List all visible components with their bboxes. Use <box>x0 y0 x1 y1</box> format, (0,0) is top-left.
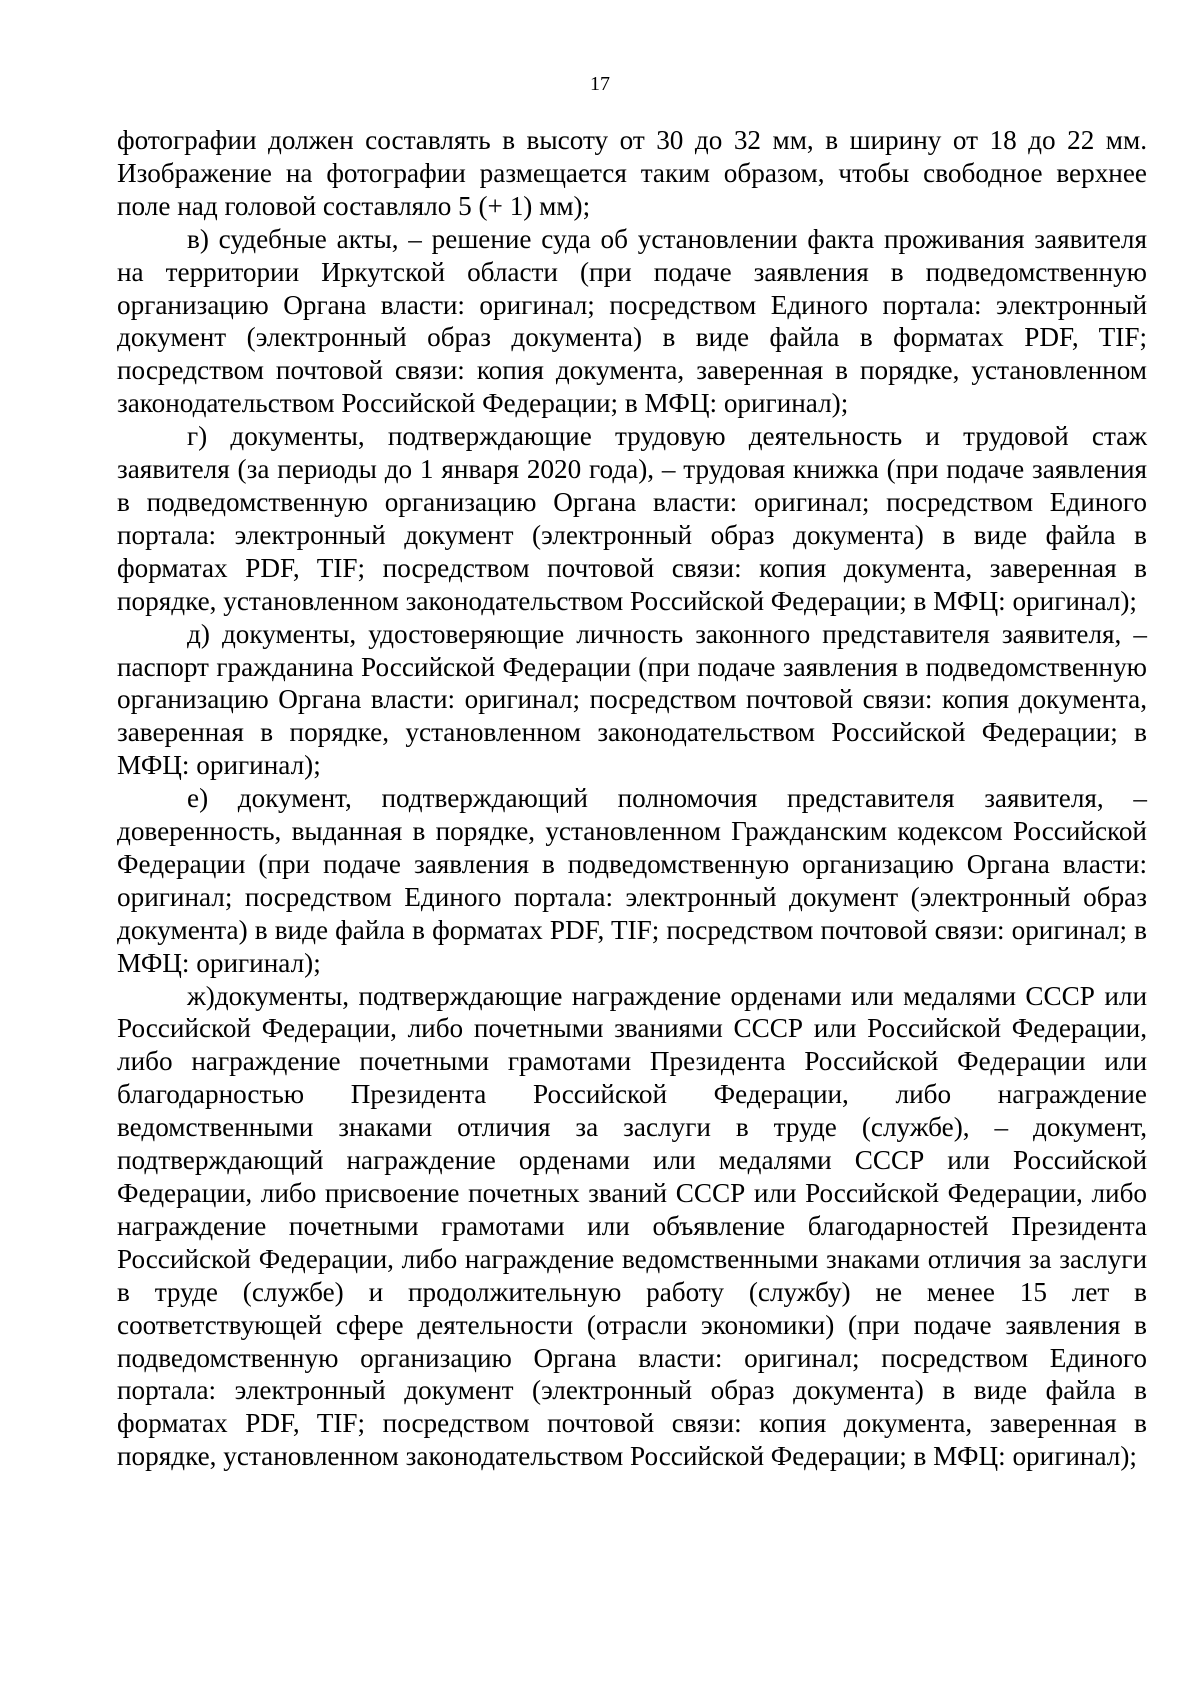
paragraph-item-g: г) документы, подтверждающие трудовую деятельность и трудовой стаж заявителя (за периоды до 1 января 2020 года), – трудовая книжка (при подаче заявления в подведомственную организацию Органа власти: оригинал; посредством Единого портала: электронный документ (электронный образ документа) в виде файла в форматах PDF, TIF; посредством почтовой связи: копия документа, заверенная в порядке, установленном законодательством Российской Федерации; в МФЦ: оригинал); <box>117 421 1147 616</box>
paragraph-item-d: д) документы, удостоверяющие личность законного представителя заявителя, – паспорт гражданина Российской Федерации (при подаче заявления в подведомственную организацию Органа власти: оригинал; посредством почтовой связи: копия документа, заверенная в порядке, установленном законодательством Российской Федерации; в МФЦ: оригинал); <box>117 618 1147 781</box>
paragraph-item-zh: ж)документы, подтверждающие награждение орденами или медалями СССР или Российской Федерации, либо почетными званиями СССР или Российской Федерации, либо награждение почетными грамотами Президента Российской Федерации или благодарностью Президента Российской Федерации, либо награждение ведомственными знаками отличия за заслуги в труде (службе), – документ, подтверждающий награждение орденами или медалями СССР или Российской Федерации, либо присвоение почетных званий СССР или Российской Федерации, либо награждение почетными грамотами или объявление благодарностей Президента Российской Федерации, либо награждение ведомственными знаками отличия за заслуги в труде (службе) и продолжительную работу (службу) не менее 15 лет в соответствующей сфере деятельности (отрасли экономики) (при подаче заявления в подведомственную организацию Органа власти: оригинал; посредством Единого портала: электронный документ (электронный образ документа) в виде файла в форматах PDF, TIF; посредством почтовой связи: копия документа, заверенная в порядке, установленном законодательством Российской Федерации; в МФЦ: оригинал); <box>117 980 1147 1472</box>
paragraph-item-v: в) судебные акты, – решение суда об установлении факта проживания заявителя на территории Иркутской области (при подаче заявления в подведомственную организацию Органа власти: оригинал; посредством Единого портала: электронный документ (электронный образ документа) в виде файла в форматах PDF, TIF; посредством почтовой связи: копия документа, заверенная в порядке, установленном законодательством Российской Федерации; в МФЦ: оригинал); <box>117 223 1147 419</box>
paragraph-continuation: фотографии должен составлять в высоту от 30 до 32 мм, в ширину от 18 до 22 мм. Изображение на фотографии размещается таким образом, чтобы свободное верхнее поле над головой составляло 5 (+ 1) мм); <box>117 125 1147 221</box>
document-body <box>117 124 1147 1473</box>
page-number: 17 <box>590 73 610 95</box>
paragraph-item-e: е) документ, подтверждающий полномочия представителя заявителя, – доверенность, выданная в порядке, установленном Гражданским кодексом Российской Федерации (при подаче заявления в подведомственную организацию Органа власти: оригинал; посредством Единого портала: электронный документ (электронный образ документа) в виде файла в форматах PDF, TIF; посредством почтовой связи: оригинал; в МФЦ: оригинал); <box>117 783 1147 978</box>
